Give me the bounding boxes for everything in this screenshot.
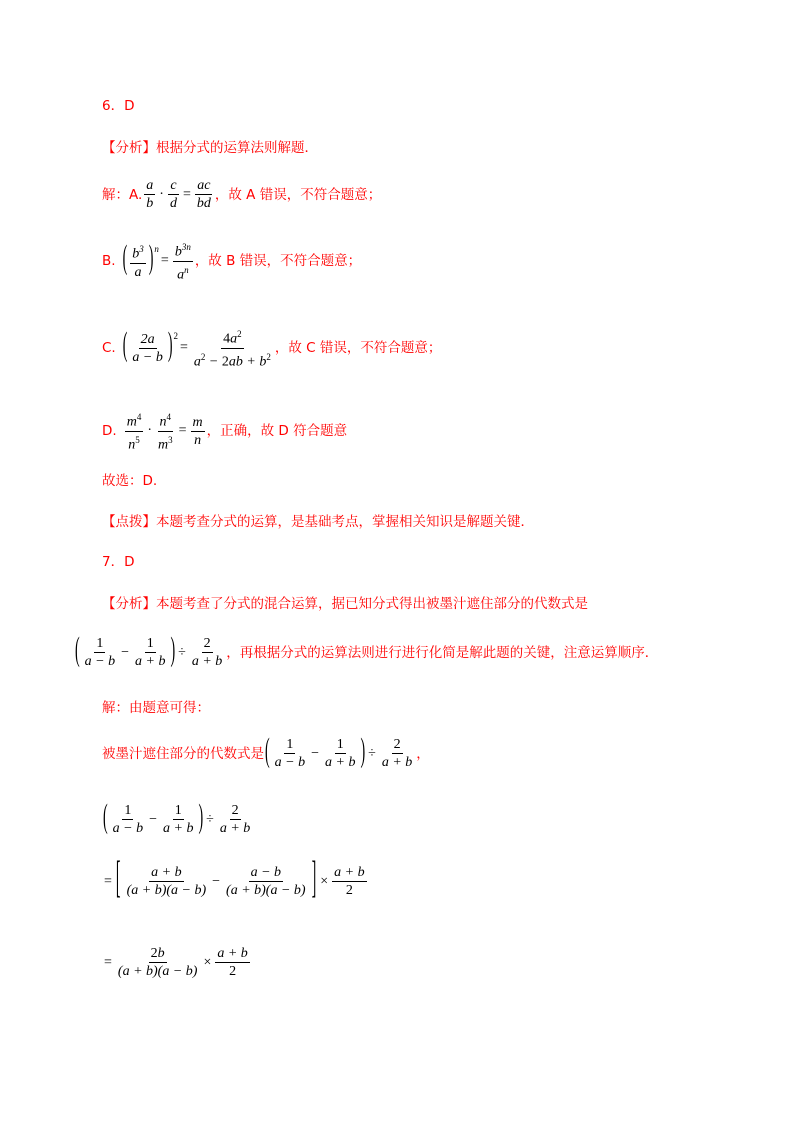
formula-covered-1: ( $\frac{1}{a - b}$ − $\frac{1}{a + b}$ ) ÷ $\frac{2}{a + b}$ xyxy=(75,633,223,670)
q7-number: 7．D xyxy=(102,554,135,570)
formula-covered-2: ( $\frac{1}{a - b}$ − $\frac{1}{a + b}$ ) ÷ $\frac{2}{a + b}$ xyxy=(265,734,413,771)
formula-d: $\frac{m^4}{n^5}$ · $\frac{n^4}{m^3}$ = $\frac{m}{n}$ xyxy=(126,412,203,453)
formula-c: ( $\frac{2a}{a - b}$ ) $^2$ = $\frac{4a^2}{a^2 - 2ab + b^2}$ xyxy=(122,328,271,370)
formula-b: ( $\frac{b^3}{a}$ ) $^n$ = $\frac{b^{3n}}{a^n}$ xyxy=(122,241,191,283)
covered-text: 被墨汁遮住部分的代数式是 xyxy=(102,745,264,762)
q6-choose: 故选：D. xyxy=(102,473,158,489)
formula-step-2: = [ $\frac{a + b}{(a + b)(a - b)}$ − $\frac{a - b}{(a + b)(a - b)}$ ] × $\frac{a + b}{2}$ xyxy=(104,855,365,904)
covered-end: ， xyxy=(416,745,430,762)
q7-analysis: 【分析】本题考查了分式的混合运算，据已知分式得出被墨汁遮住部分的代数式是 xyxy=(102,596,588,612)
solve-prefix: 解：A. xyxy=(102,186,143,203)
q7-covered-line xyxy=(102,734,430,771)
formula-step-1: ( $\frac{1}{a - b}$ − $\frac{1}{a + b}$ ) ÷ $\frac{2}{a + b}$ xyxy=(103,800,251,837)
option-d-label: D. xyxy=(102,423,117,440)
q7-step-1 xyxy=(102,800,254,837)
q7-analysis-cont-line xyxy=(74,633,659,670)
option-d-text: ，正确，故 D 符合题意 xyxy=(206,423,348,440)
q7-step-3 xyxy=(102,946,252,979)
option-c-text: ，故 C 错误，不符合题意； xyxy=(274,340,442,357)
formula-step-3: = $\frac{2b}{(a + b)(a - b)}$ × $\frac{a + b}{2}$ xyxy=(104,946,248,979)
q6-option-a xyxy=(102,178,381,211)
q6-tip: 【点拨】本题考查分式的运算，是基础考点，掌握相关知识是解题关键． xyxy=(102,514,534,530)
q6-option-b xyxy=(102,240,361,282)
q6-analysis: 【分析】根据分式的运算法则解题． xyxy=(102,140,318,156)
q6-option-c xyxy=(102,327,441,369)
formula-a: $\frac{a}{b}$ · $\frac{c}{d}$ = $\frac{ac}{bd}$ xyxy=(146,178,211,211)
option-b-label: B. xyxy=(102,253,116,270)
option-a-text: ，故 A 错误，不符合题意； xyxy=(214,186,382,203)
option-b-text: ，故 B 错误，不符合题意； xyxy=(194,253,362,270)
q6-option-d xyxy=(102,410,347,452)
q7-analysis-cont: ，再根据分式的运算法则进行进行化简是解此题的关键，注意运算顺序． xyxy=(226,644,659,661)
q7-step-2 xyxy=(102,855,369,904)
option-c-label: C. xyxy=(102,340,116,357)
q6-number: 6．D xyxy=(102,98,135,114)
q7-solve: 解：由题意可得： xyxy=(102,700,210,716)
